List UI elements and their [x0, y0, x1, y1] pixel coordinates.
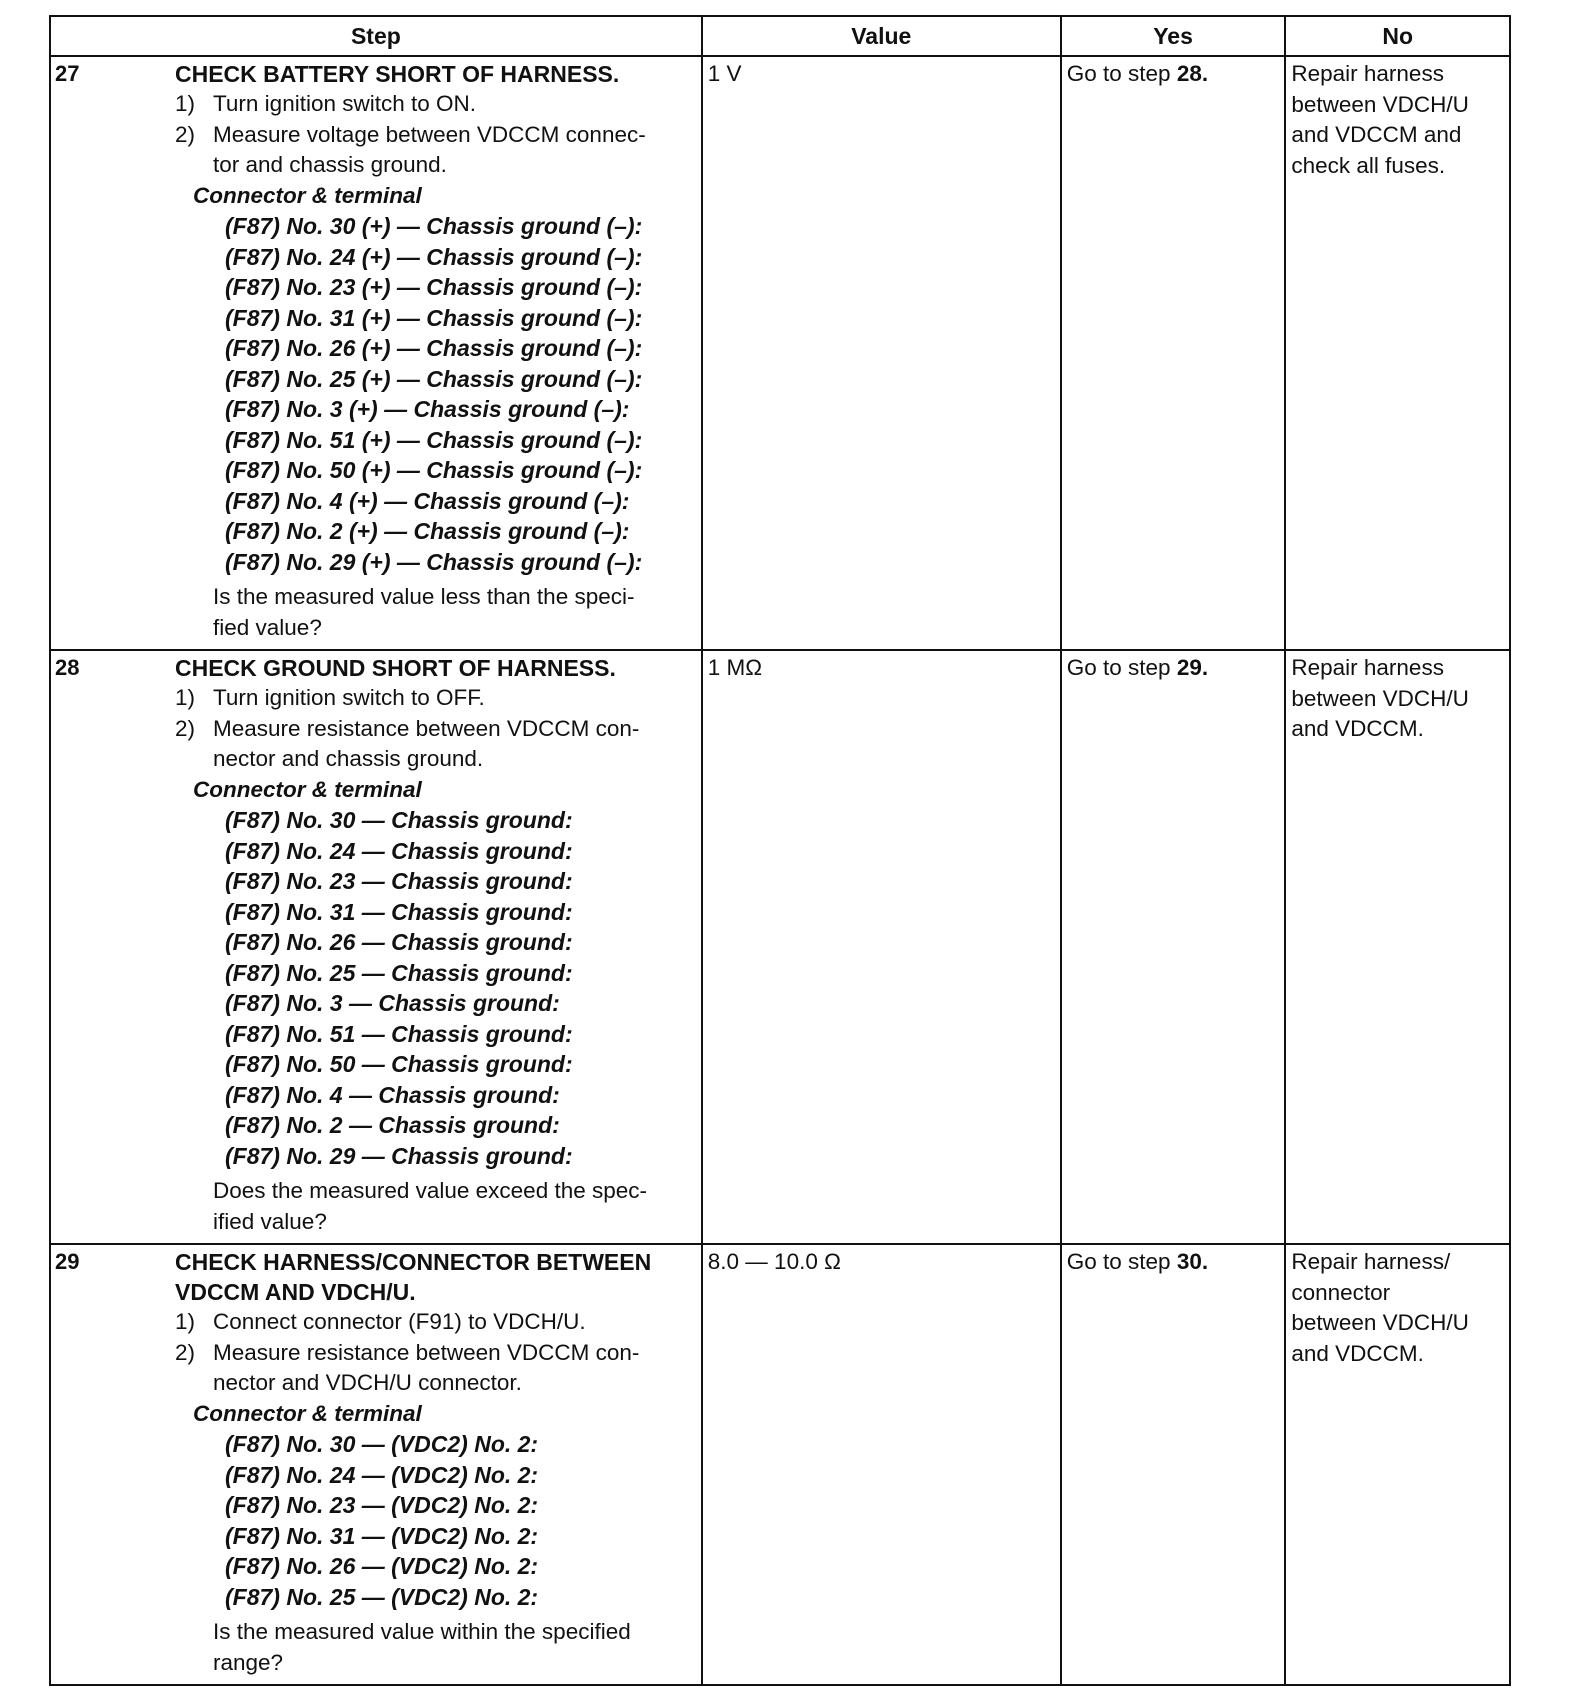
no-line: Repair harness: [1291, 61, 1444, 86]
value-cell: [702, 650, 1061, 1244]
no-cell: [1285, 56, 1510, 650]
connector-item: (F87) No. 31 — Chassis ground:: [225, 898, 573, 925]
table-row: [50, 1244, 1510, 1685]
instruction-text: [213, 89, 476, 120]
connector-label: Connector & terminal: [193, 1400, 422, 1426]
question: [213, 1617, 697, 1678]
header-value: Value: [702, 16, 1061, 56]
yes-prefix: Go to step: [1066, 61, 1177, 86]
connector-item: (F87) No. 29 — Chassis ground:: [225, 1142, 573, 1169]
step-title: CHECK HARNESS/CONNECTOR BETWEEN: [175, 1249, 652, 1275]
instruction: [175, 89, 697, 120]
step-number: 27: [55, 61, 80, 86]
connector-item: (F87) No. 50 — Chassis ground:: [225, 1051, 573, 1077]
step-body: [175, 651, 701, 1243]
connector-item: (F87) No. 3 (+) — Chassis ground (–):: [225, 396, 630, 422]
connector-item: (F87) No. 24 — (VDC2) No. 2:: [225, 1461, 539, 1488]
connector-item: (F87) No. 4 — Chassis ground:: [225, 1081, 560, 1108]
connector-item: (F87) No. 2 — Chassis ground:: [225, 1112, 560, 1138]
value-text: 1 MΩ: [707, 655, 763, 680]
connector-item: (F87) No. 30 — (VDC2) No. 2:: [225, 1431, 539, 1457]
instruction: [175, 120, 697, 181]
instruction-number: 1): [175, 91, 196, 116]
connector-item: (F87) No. 31 — (VDC2) No. 2:: [225, 1522, 539, 1549]
instruction-line: Connect connector (F91) to VDCH/U.: [213, 1309, 586, 1334]
no-line: and VDCCM and: [1291, 122, 1462, 147]
yes-step-link: 28.: [1176, 61, 1209, 86]
no-cell: [1285, 1244, 1510, 1685]
connector-item: (F87) No. 23 (+) — Chassis ground (–):: [225, 274, 643, 300]
instruction-text: [213, 714, 639, 775]
instruction-number: 2): [175, 715, 196, 741]
step-title: VDCCM AND VDCH/U.: [175, 1279, 416, 1305]
instruction-line: nector and VDCH/U connector.: [213, 1370, 522, 1395]
instruction: [175, 714, 697, 775]
header-yes: Yes: [1061, 16, 1286, 56]
question: [213, 1176, 697, 1237]
question-line: ified value?: [213, 1208, 327, 1234]
connector-item: (F87) No. 2 (+) — Chassis ground (–):: [225, 518, 630, 544]
instruction-line: nector and chassis ground.: [213, 746, 484, 771]
no-line: Repair harness: [1291, 655, 1444, 680]
no-line: check all fuses.: [1291, 152, 1446, 178]
header-row: [50, 16, 1510, 56]
connector-item: (F87) No. 50 (+) — Chassis ground (–):: [225, 457, 643, 483]
instruction-line: tor and chassis ground.: [213, 152, 447, 177]
question-line: Does the measured value exceed the spec-: [213, 1178, 648, 1203]
instruction: [175, 683, 697, 714]
value-cell: [702, 1244, 1061, 1685]
diagnostic-table: [49, 15, 1511, 1686]
question-line: Is the measured value within the specified: [213, 1619, 631, 1644]
yes-cell: [1061, 650, 1286, 1244]
connector-item: (F87) No. 30 — Chassis ground:: [225, 807, 573, 833]
connector-item: (F87) No. 3 — Chassis ground:: [225, 990, 560, 1016]
yes-cell: [1061, 56, 1286, 650]
connector-item: (F87) No. 25 — (VDC2) No. 2:: [225, 1583, 539, 1610]
step-number: 28: [55, 655, 80, 680]
connector-item: (F87) No. 31 (+) — Chassis ground (–):: [225, 304, 643, 331]
connector-item: (F87) No. 51 — Chassis ground:: [225, 1020, 573, 1047]
step-body: [175, 1245, 701, 1684]
connector-item: (F87) No. 24 — Chassis ground:: [225, 837, 573, 864]
no-line: between VDCH/U: [1291, 91, 1469, 117]
instruction: [175, 1307, 697, 1338]
instruction-number: 2): [175, 121, 196, 147]
question: [213, 582, 697, 643]
instruction-number: 1): [175, 685, 196, 710]
header-no: No: [1285, 16, 1510, 56]
value-text: 8.0 — 10.0 Ω: [707, 1249, 841, 1274]
step-title: CHECK GROUND SHORT OF HARNESS.: [175, 655, 616, 681]
step-body: [175, 57, 701, 649]
instruction-text: [213, 120, 646, 181]
no-line: between VDCH/U: [1291, 685, 1469, 711]
yes-cell: [1061, 1244, 1286, 1685]
no-line: and VDCCM.: [1291, 1340, 1424, 1366]
yes-prefix: Go to step: [1066, 655, 1177, 680]
instruction-number: 2): [175, 1339, 196, 1365]
step-number: 29: [55, 1249, 80, 1274]
connector-item: (F87) No. 26 — (VDC2) No. 2:: [225, 1553, 539, 1579]
connector-item: (F87) No. 29 (+) — Chassis ground (–):: [225, 548, 643, 575]
instruction-number: 1): [175, 1309, 196, 1334]
no-line: between VDCH/U: [1291, 1310, 1469, 1335]
table-body: [50, 56, 1510, 1685]
step-cell: [50, 1244, 702, 1685]
value-text: 1 V: [707, 61, 742, 86]
instruction: [175, 1338, 697, 1399]
connector-label: Connector & terminal: [193, 182, 422, 208]
connector-item: (F87) No. 23 — Chassis ground:: [225, 868, 573, 894]
connector-item: (F87) No. 25 — Chassis ground:: [225, 959, 573, 986]
connector-item: (F87) No. 30 (+) — Chassis ground (–):: [225, 213, 643, 239]
table-row: [50, 650, 1510, 1244]
instruction-text: [213, 1307, 586, 1338]
connector-item: (F87) No. 26 — Chassis ground:: [225, 929, 573, 955]
table-row: [50, 56, 1510, 650]
question-line: range?: [213, 1649, 284, 1675]
connector-item: (F87) No. 25 (+) — Chassis ground (–):: [225, 365, 643, 392]
instruction-line: Measure voltage between VDCCM connec-: [213, 121, 646, 147]
instruction-line: Measure resistance between VDCCM con-: [213, 1339, 640, 1365]
connector-item: (F87) No. 4 (+) — Chassis ground (–):: [225, 487, 630, 514]
no-line: connector: [1291, 1279, 1391, 1305]
instruction-line: Turn ignition switch to OFF.: [213, 685, 485, 710]
diagnostic-page: [49, 15, 1511, 1686]
instruction-line: Measure resistance between VDCCM con-: [213, 715, 640, 741]
no-cell: [1285, 650, 1510, 1244]
yes-step-link: 30.: [1176, 1249, 1209, 1274]
connector-item: (F87) No. 23 — (VDC2) No. 2:: [225, 1492, 539, 1518]
step-title: CHECK BATTERY SHORT OF HARNESS.: [175, 61, 620, 87]
question-line: Is the measured value less than the speci-: [213, 584, 635, 609]
connector-item: (F87) No. 51 (+) — Chassis ground (–):: [225, 426, 643, 453]
instruction-text: [213, 683, 485, 714]
question-line: fied value?: [213, 614, 322, 640]
no-line: Repair harness/: [1291, 1249, 1451, 1274]
connector-item: (F87) No. 24 (+) — Chassis ground (–):: [225, 243, 643, 270]
yes-step-link: 29.: [1176, 655, 1209, 680]
connector-label: Connector & terminal: [193, 776, 422, 802]
connector-item: (F87) No. 26 (+) — Chassis ground (–):: [225, 335, 643, 361]
header-step: Step: [50, 16, 702, 56]
step-cell: [50, 650, 702, 1244]
instruction-line: Turn ignition switch to ON.: [213, 91, 477, 116]
no-line: and VDCCM.: [1291, 716, 1424, 741]
value-cell: [702, 56, 1061, 650]
step-cell: [50, 56, 702, 650]
instruction-text: [213, 1338, 639, 1399]
yes-prefix: Go to step: [1066, 1249, 1177, 1274]
